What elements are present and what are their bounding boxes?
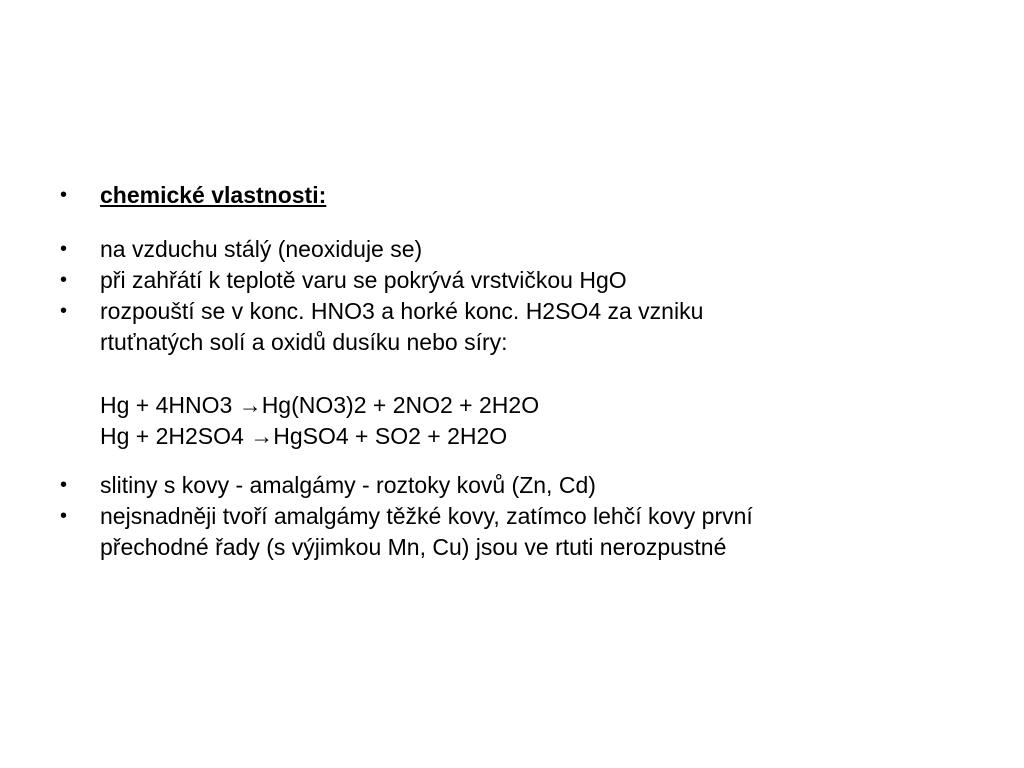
- bullet-heading: [60, 180, 960, 211]
- bullet-dot: •: [60, 300, 68, 322]
- bullet-dot: •: [60, 474, 68, 496]
- bullet-item: [60, 470, 960, 501]
- equation-h2so4: Hg + 2H2SO4 →HgSO4 + SO2 + 2H2O: [100, 423, 508, 449]
- bullet-item: [60, 234, 960, 265]
- bullet-dot: •: [60, 238, 68, 260]
- bullet-item: [60, 296, 960, 358]
- slide-content: [60, 180, 960, 563]
- equation-hno3: Hg + 4HNO3 →Hg(NO3)2 + 2NO2 + 2H2O: [100, 392, 540, 418]
- bullet-text-line: rozpouští se v konc. HNO3 a horké konc. H2SO4 za vzniku: [100, 298, 704, 324]
- bullet-text: na vzduchu stálý (neoxiduje se): [100, 236, 423, 262]
- bullet-text-line: nejsnadněji tvoří amalgámy těžké kovy, zatímco lehčí kovy první: [100, 503, 753, 529]
- bullet-text-line: přechodné řady (s výjimkou Mn, Cu) jsou ve rtuti nerozpustné: [100, 534, 727, 560]
- bullet-dot: •: [60, 184, 68, 206]
- bullet-dot: •: [60, 269, 68, 291]
- section-heading: chemické vlastnosti:: [100, 182, 327, 208]
- bullet-text: při zahřátí k teplotě varu se pokrývá vrstvičkou HgO: [100, 267, 627, 293]
- bullet-text-line: rtuťnatých solí a oxidů dusíku nebo síry:: [100, 329, 508, 355]
- bullet-item: [60, 501, 960, 563]
- bullet-dot: •: [60, 505, 68, 527]
- bullet-item: [60, 265, 960, 296]
- bullet-text: slitiny s kovy - amalgámy - roztoky kovů (Zn, Cd): [100, 472, 596, 498]
